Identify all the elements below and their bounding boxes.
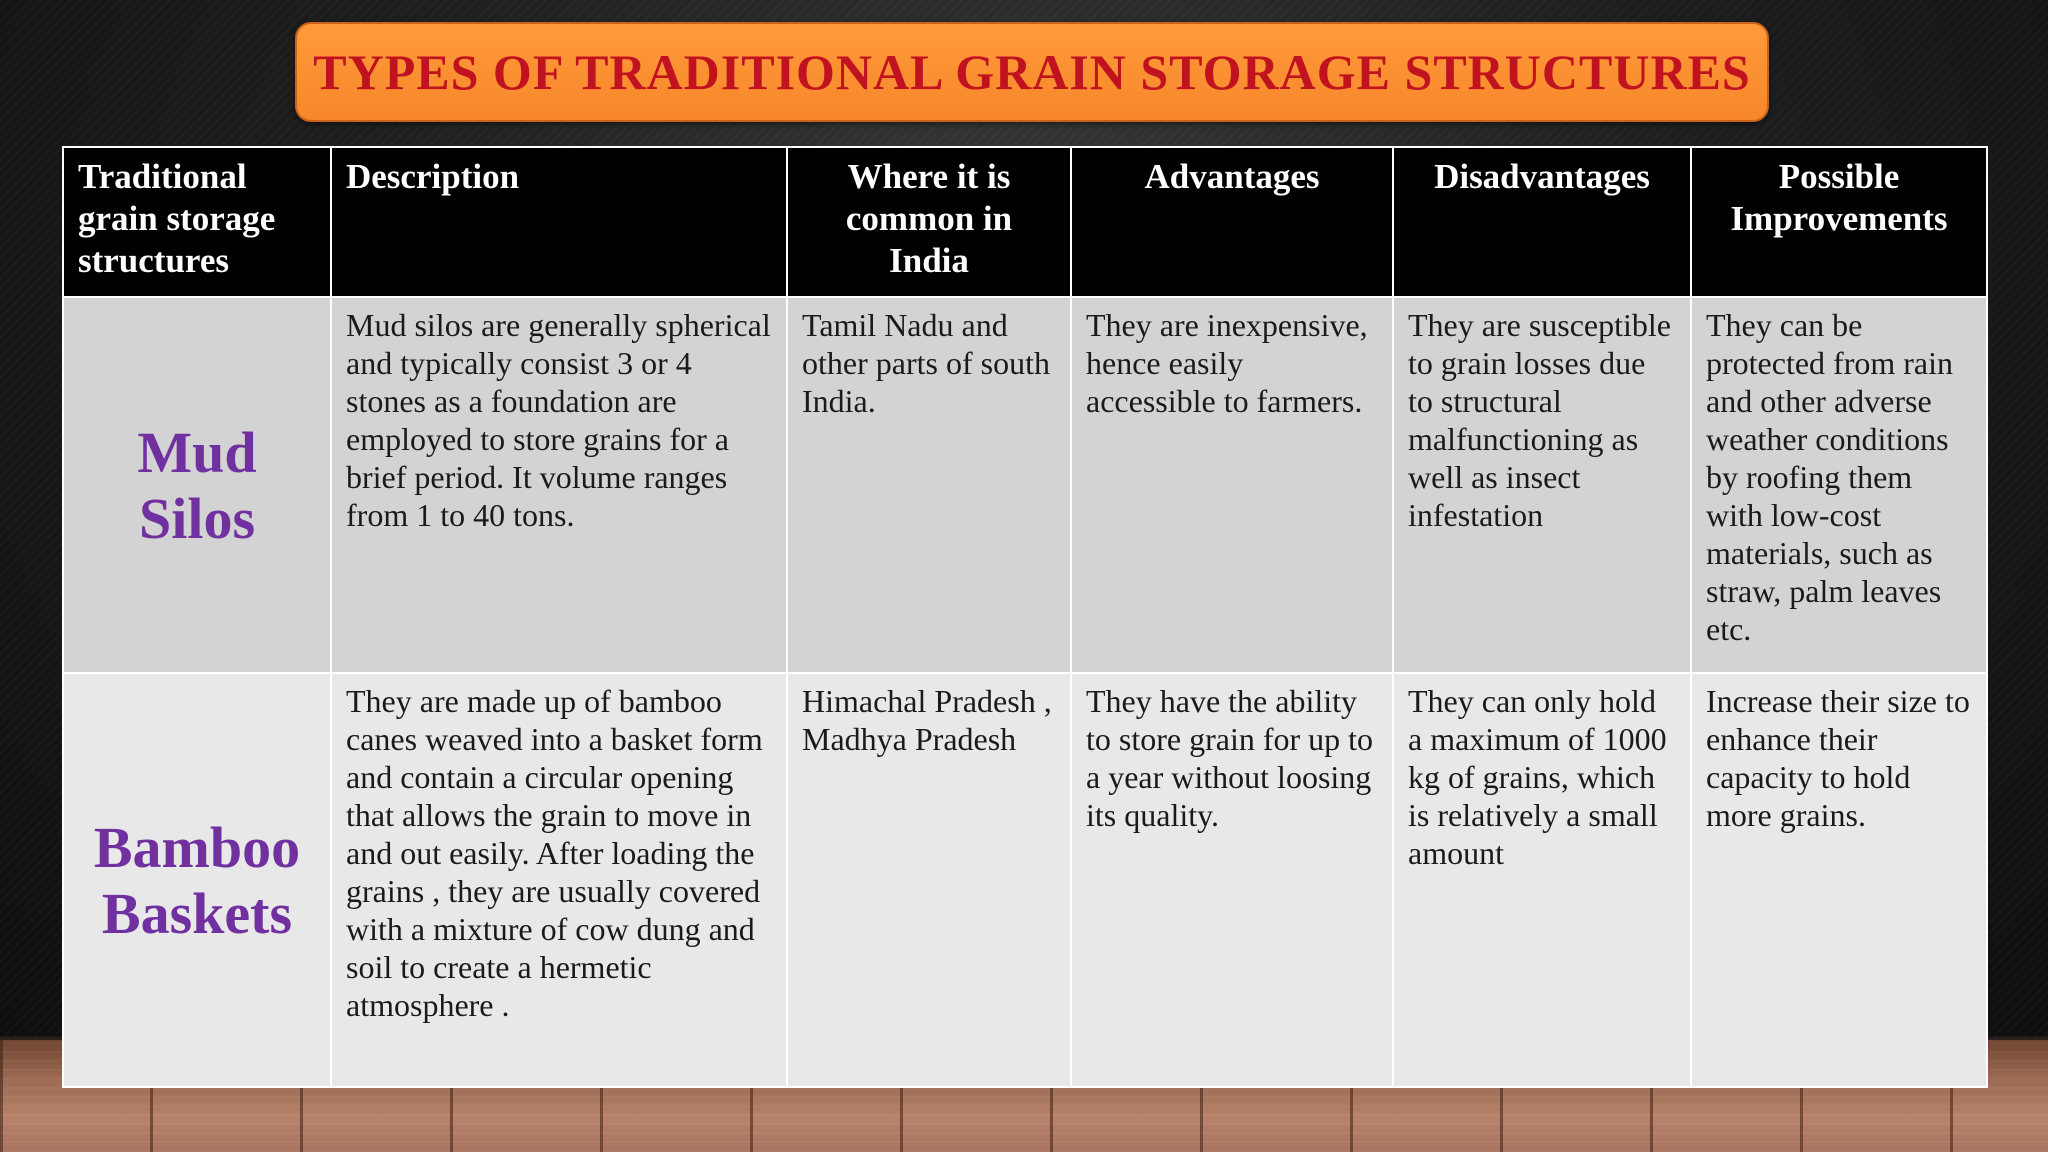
header-region: Where it is common in India	[787, 147, 1071, 297]
row-name-mud-silos: Mud Silos	[63, 297, 331, 673]
header-advantages: Advantages	[1071, 147, 1393, 297]
table-row	[63, 297, 1987, 673]
table-header-row	[63, 147, 1987, 297]
cell-disadvantages: They can only hold a maximum of 1000 kg of grains, which is relatively a small amount	[1393, 673, 1691, 1087]
header-improvements: Possible Improvements	[1691, 147, 1987, 297]
cell-description: They are made up of bamboo canes weaved into a basket form and contain a circular opening that allows the grain to move in and out easily. After loading the grains , they are usually covered with a mixture of cow dung and soil to create a hermetic atmosphere .	[331, 673, 787, 1087]
cell-improvements: They can be protected from rain and other adverse weather conditions by roofing them with low-cost materials, such as straw, palm leaves etc.	[1691, 297, 1987, 673]
cell-advantages: They have the ability to store grain for up to a year without loosing its quality.	[1071, 673, 1393, 1087]
table-row	[63, 673, 1987, 1087]
grain-storage-table	[62, 146, 1988, 1088]
cell-region: Himachal Pradesh , Madhya Pradesh	[787, 673, 1071, 1087]
header-structures: Traditional grain storage structures	[63, 147, 331, 297]
cell-advantages: They are inexpensive, hence easily accessible to farmers.	[1071, 297, 1393, 673]
header-description: Description	[331, 147, 787, 297]
title-banner	[295, 22, 1769, 122]
row-name-bamboo-baskets: Bamboo Baskets	[63, 673, 331, 1087]
cell-improvements: Increase their size to enhance their capacity to hold more grains.	[1691, 673, 1987, 1087]
cell-disadvantages: They are susceptible to grain losses due to structural malfunctioning as well as insect infestation	[1393, 297, 1691, 673]
slide-title: TYPES OF TRADITIONAL GRAIN STORAGE STRUCTURES	[313, 44, 1751, 100]
cell-description: Mud silos are generally spherical and typically consist 3 or 4 stones as a foundation are employed to store grains for a brief period. It volume ranges from 1 to 40 tons.	[331, 297, 787, 673]
header-disadvantages: Disadvantages	[1393, 147, 1691, 297]
cell-region: Tamil Nadu and other parts of south India.	[787, 297, 1071, 673]
